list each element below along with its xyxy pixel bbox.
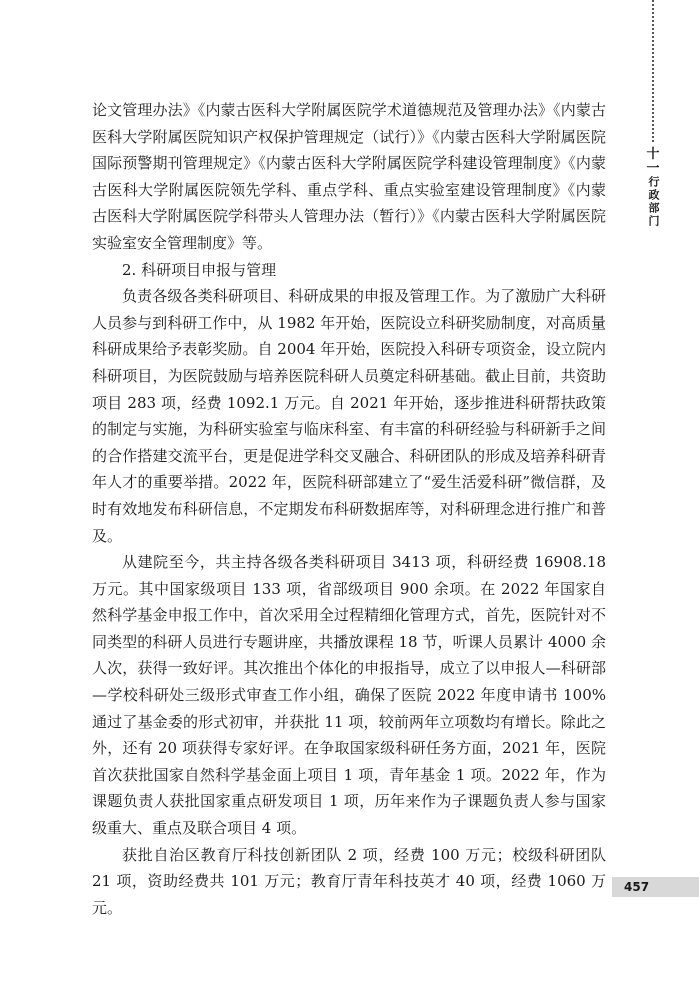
page-number: 457 xyxy=(612,877,699,897)
page-body xyxy=(92,97,606,921)
chapter-title: 行政部门 xyxy=(647,176,660,228)
chapter-number: 十一 xyxy=(646,147,660,176)
paragraph: 获批自治区教育厅科技创新团队 2 项，经费 100 万元；校级科研团队 21 项，资助经费共 101 万元；教育厅青年科技英才 40 项，经费 1060 万元。 xyxy=(92,845,606,917)
section-heading: 2. 科研项目申报与管理 xyxy=(122,260,277,279)
side-dotted-rule xyxy=(652,0,654,142)
paragraph: 负责各级各类科研项目、科研成果的申报及管理工作。为了激励广大科研人员参与到科研工作中，从 1982 年开始，医院设立科研奖励制度，对高质量科研成果给予表彰奖励。自 2004 年开始，医院投入科研专项资金，设立院内科研项目，为医院鼓励与培养医院科研人员奠定科研基础。截止目前，共资助项目 283 项，经费 1092.1 万元。自 2021 年开始，逐步推进科研帮扶政策的制定与实施，为科研实验室与临床科室、有丰富的科研经验与科研新手之间的合作搭建交流平台，更是促进学科交叉融合、科研团队的形成及培养科研青年人才的重要举措。2022 年，医院科研部建立了“爱生活爱科研”微信群，及时有效地发布科研信息，不定期发布科研数据库等，对科研理念进行推广和普及。 xyxy=(92,287,606,545)
paragraph: 论文管理办法》《内蒙古医科大学附属医院学术道德规范及管理办法》《内蒙古医科大学附属医院知识产权保护管理规定（试行）》《内蒙古医科大学附属医院国际预警期刊管理规定》《内蒙古医科大学附属医院学科建设管理制度》《内蒙古医科大学附属医院领先学科、重点学科、重点实验室建设管理制度》《内蒙古医科大学附属医院学科带头人管理办法（暂行）》《内蒙古医科大学附属医院实验室安全管理制度》等。 xyxy=(92,101,606,252)
paragraph: 从建院至今，共主持各级各类科研项目 3413 项，科研经费 16908.18 万元。其中国家级项目 133 项，省部级项目 900 余项。在 2022 年国家自然科学基金申报工作中，首次采用全过程精细化管理方式，首先，医院针对不同类型的科研人员进行专题讲座，共播放课程 18 节，听课人员累计 4000 余人次，获得一致好评。其次推出个体化的申报指导，成立了以申报人—科研部—学校科研处三级形式审查工作小组，确保了医院 2022 年度申请书 100% 通过了基金委的形式初审，并获批 11 项，较前两年立项数均有增长。除此之外，还有 20 项获得专家好评。在争取国家级科研任务方面，2021 年，医院首次获批国家自然科学基金面上项目 1 项，青年基金 1 项。2022 年，作为课题负责人获批国家重点研发项目 1 项，历年来作为子课题负责人参与国家级重大、重点及联合项目 4 项。 xyxy=(92,553,606,838)
